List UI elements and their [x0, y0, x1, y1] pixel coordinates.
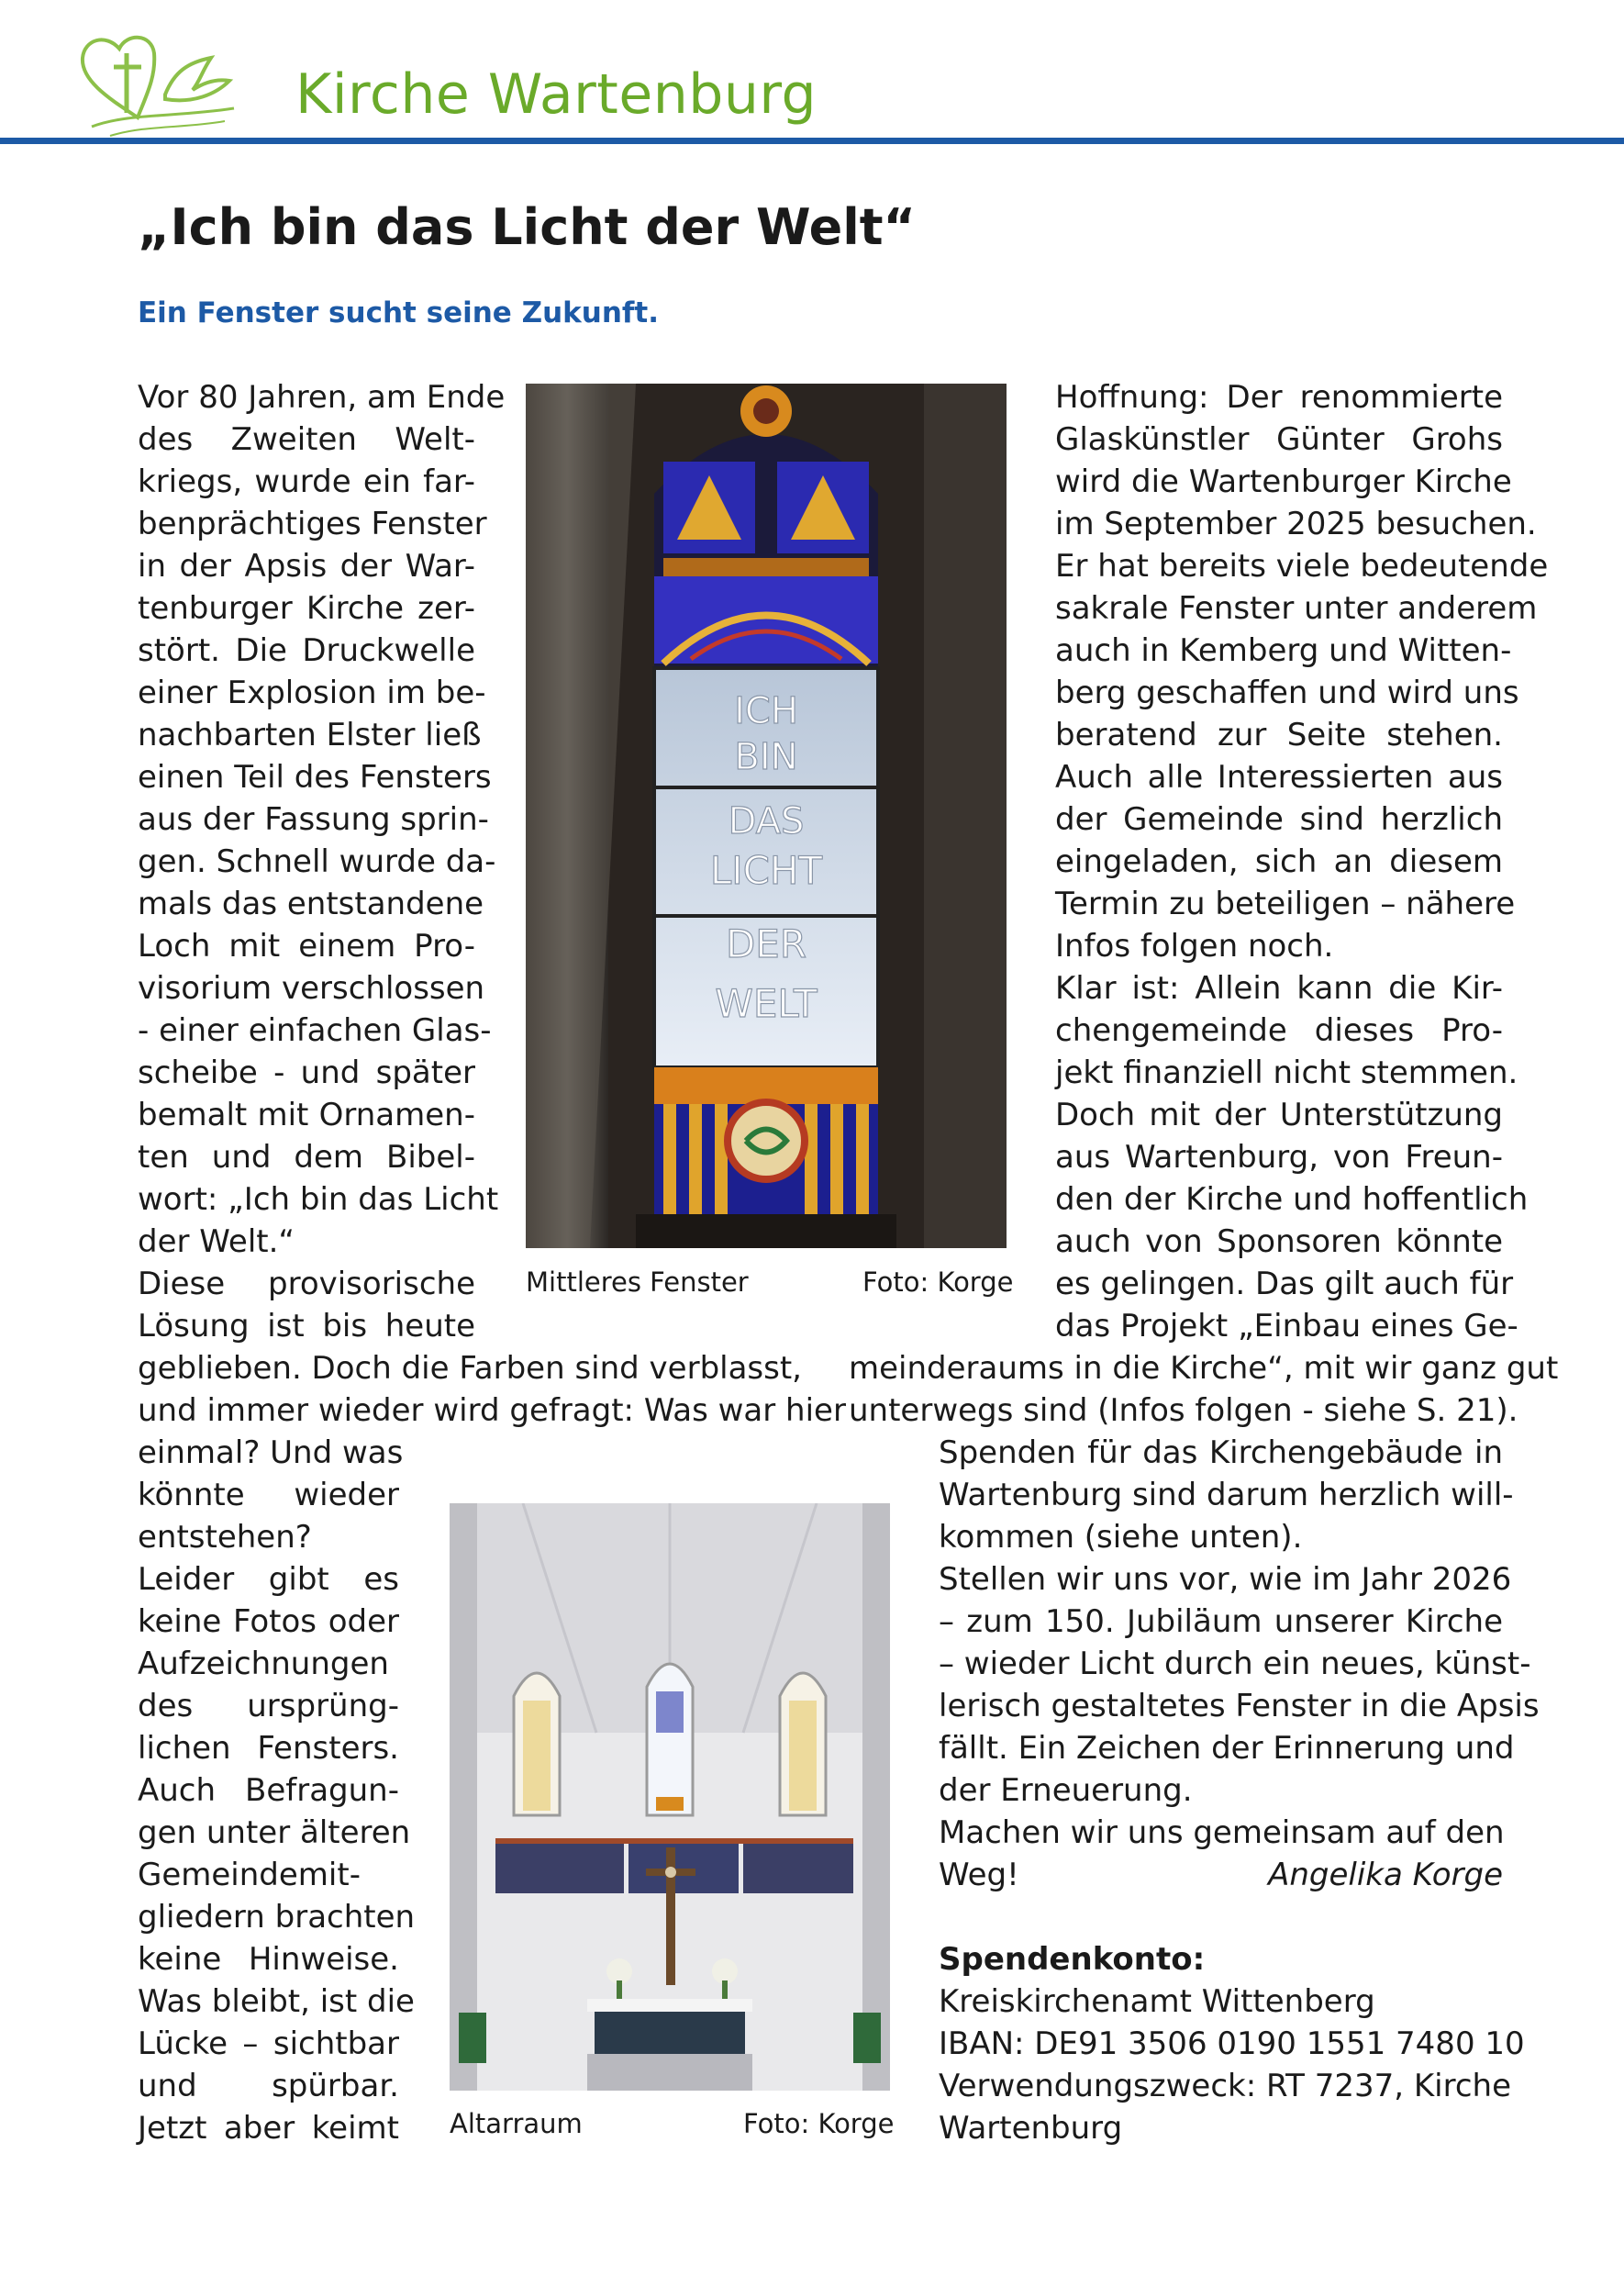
- text-line: entstehen?: [138, 1519, 312, 1556]
- text-line: des Zweiten Welt-: [138, 421, 475, 458]
- text-line: eingeladen, sich an diesem: [1055, 843, 1503, 880]
- window-glass-text: WELT: [715, 981, 818, 1026]
- text-line: Machen wir uns gemeinsam auf den: [939, 1814, 1505, 1851]
- text-line: aus Wartenburg, von Freun-: [1055, 1139, 1503, 1176]
- text-line: Er hat bereits viele bedeutende: [1055, 548, 1549, 585]
- text-line: Kreiskirchenamt Wittenberg: [939, 1983, 1375, 2020]
- text-line: Auch Befragun-: [138, 1772, 399, 1809]
- right-column-wide: [849, 1347, 1559, 1432]
- signature-prefix: Weg!: [939, 1857, 1019, 1893]
- text-line: es gelingen. Das gilt auch für: [1055, 1266, 1514, 1302]
- text-line: gen. Schnell wurde da-: [138, 843, 496, 880]
- text-line: nachbarten Elster ließ: [138, 717, 482, 753]
- text-line: Infos folgen noch.: [1055, 928, 1334, 965]
- text-line: auch in Kemberg und Witten-: [1055, 632, 1512, 669]
- text-line: sakrale Fenster unter anderem: [1055, 590, 1538, 627]
- text-line: der Gemeinde sind herzlich: [1055, 801, 1503, 838]
- text-line: Vor 80 Jahren, am Ende: [138, 379, 506, 416]
- text-line: den der Kirche und hoffentlich: [1055, 1181, 1529, 1218]
- text-line: stört. Die Druckwelle: [138, 632, 475, 669]
- text-line: Was bleibt, ist die: [138, 1983, 415, 2020]
- text-line: kommen (siehe unten).: [939, 1519, 1303, 1556]
- text-line: Spenden für das Kirchengebäude in: [939, 1434, 1503, 1471]
- text-line: könnte wieder: [138, 1477, 399, 1513]
- text-line: Lücke – sichtbar: [138, 2025, 399, 2062]
- altar-photo: [450, 1503, 890, 2091]
- left-column-wide: [138, 1347, 846, 1432]
- text-line: einmal? Und was: [138, 1434, 404, 1471]
- text-line: Lösung ist bis heute: [138, 1308, 475, 1344]
- text-line: Aufzeichnungen: [138, 1646, 389, 1682]
- text-line: ten und dem Bibel-: [138, 1139, 475, 1176]
- text-line: aus der Fassung sprin-: [138, 801, 489, 838]
- text-line: Hoffnung: Der renommierte: [1055, 379, 1503, 416]
- text-line: fällt. Ein Zeichen der Erinnerung und: [939, 1730, 1515, 1767]
- text-line: keine Fotos oder: [138, 1603, 399, 1640]
- text-line: Klar ist: Allein kann die Kir-: [1055, 970, 1503, 1007]
- text-line: meinderaums in die Kirche“, mit wir ganz gut: [849, 1350, 1559, 1387]
- window-photo: [526, 384, 1007, 1248]
- article-subtitle: Ein Fenster sucht seine Zukunft.: [138, 296, 660, 329]
- cross-heart-dove-logo: [73, 26, 248, 140]
- window-glass-text: DER: [725, 921, 807, 966]
- text-line: Loch mit einem Pro-: [138, 928, 475, 965]
- text-line: Auch alle Interessierten aus: [1055, 759, 1503, 796]
- donation-block: [939, 1938, 1525, 2149]
- text-line: - einer einfachen Glas-: [138, 1012, 492, 1049]
- header-divider: [0, 138, 1624, 144]
- text-line: Doch mit der Unterstützung: [1055, 1097, 1503, 1133]
- text-line: Diese provisorische: [138, 1266, 475, 1302]
- text-line: Gemeindemit-: [138, 1857, 361, 1893]
- window-glass-text: ICH: [734, 690, 798, 732]
- text-line: berg geschaffen und wird uns: [1055, 675, 1519, 711]
- text-line: und immer wieder wird gefragt: Was war hier: [138, 1392, 846, 1429]
- text-line: – zum 150. Jubiläum unserer Kirche: [939, 1603, 1503, 1640]
- donation-heading: Spendenkonto:: [939, 1941, 1206, 1978]
- text-line: in der Apsis der War-: [138, 548, 475, 585]
- right-column-top: [1055, 376, 1549, 1347]
- text-line: lichen Fensters.: [138, 1730, 399, 1767]
- text-line: bemalt mit Ornamen-: [138, 1097, 475, 1133]
- text-line: – wieder Licht durch ein neues, künst-: [939, 1646, 1531, 1682]
- text-line: Wartenburg: [939, 2110, 1123, 2147]
- text-line: IBAN: DE91 3506 0190 1551 7480 10: [939, 2025, 1525, 2062]
- text-line: des ursprüng-: [138, 1688, 399, 1724]
- text-line: jekt finanziell nicht stemmen.: [1055, 1054, 1518, 1091]
- text-line: lerisch gestaltetes Fenster in die Apsis: [939, 1688, 1540, 1724]
- text-line: der Welt.“: [138, 1223, 295, 1260]
- text-line: Stellen wir uns vor, wie im Jahr 2026: [939, 1561, 1512, 1598]
- text-line: wird die Wartenburger Kirche: [1055, 463, 1512, 500]
- altar-caption: Altarraum: [450, 2108, 583, 2139]
- text-line: einen Teil des Fensters: [138, 759, 492, 796]
- author-name: Angelika Korge: [1268, 1857, 1503, 1893]
- text-line: kriegs, wurde ein far-: [138, 463, 475, 500]
- article-title: „Ich bin das Licht der Welt“: [138, 198, 917, 256]
- text-line: und spürbar.: [138, 2068, 399, 2104]
- text-line: das Projekt „Einbau eines Ge-: [1055, 1308, 1518, 1344]
- text-line: Leider gibt es: [138, 1561, 399, 1598]
- text-line: scheibe - und später: [138, 1054, 475, 1091]
- text-line: keine Hinweise.: [138, 1941, 399, 1978]
- text-line: Glaskünstler Günter Grohs: [1055, 421, 1503, 458]
- text-line: gen unter älteren: [138, 1814, 411, 1851]
- left-column-top: [138, 376, 506, 1347]
- text-line: chengemeinde dieses Pro-: [1055, 1012, 1503, 1049]
- text-line: benprächtiges Fenster: [138, 506, 487, 542]
- window-photo-credit: Foto: Korge: [862, 1266, 1014, 1298]
- text-line: unterwegs sind (Infos folgen - siehe S. 21).: [849, 1392, 1518, 1429]
- text-line: tenburger Kirche zer-: [138, 590, 475, 627]
- window-glass-text: BIN: [734, 736, 798, 778]
- text-line: im September 2025 besuchen.: [1055, 506, 1537, 542]
- text-line: Termin zu beteiligen – nähere: [1055, 886, 1516, 922]
- text-line: der Erneuerung.: [939, 1772, 1193, 1809]
- window-glass-text: DAS: [728, 800, 805, 842]
- text-line: Jetzt aber keimt: [138, 2110, 399, 2147]
- right-column-bottom: [939, 1432, 1540, 1854]
- text-line: einer Explosion im be-: [138, 675, 486, 711]
- text-line: gliedern brachten: [138, 1899, 416, 1936]
- text-line: wort: „Ich bin das Licht: [138, 1181, 499, 1218]
- window-glass-text: LICHT: [709, 848, 823, 893]
- text-line: visorium verschlossen: [138, 970, 485, 1007]
- text-line: auch von Sponsoren könnte: [1055, 1223, 1503, 1260]
- text-line: Verwendungszweck: RT 7237, Kirche: [939, 2068, 1511, 2104]
- text-line: mals das entstandene: [138, 886, 484, 922]
- text-line: Wartenburg sind darum herzlich will-: [939, 1477, 1514, 1513]
- header-title: Kirche Wartenburg: [295, 62, 818, 127]
- text-line: beratend zur Seite stehen.: [1055, 717, 1503, 753]
- text-line: geblieben. Doch die Farben sind verblasst,: [138, 1350, 802, 1387]
- left-column-bottom: [138, 1432, 416, 2149]
- altar-photo-credit: Foto: Korge: [743, 2108, 895, 2139]
- window-caption: Mittleres Fenster: [526, 1266, 749, 1298]
- signature-line: [939, 1854, 1503, 1896]
